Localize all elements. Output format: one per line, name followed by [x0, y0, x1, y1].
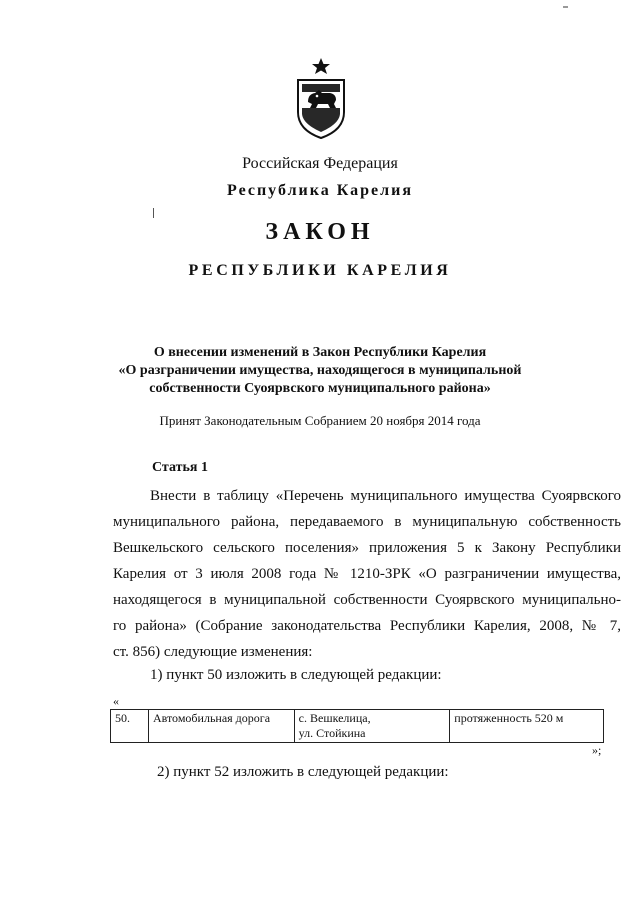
amendment-item-2: 2) пункт 52 изложить в следующей редакции: [157, 764, 449, 780]
body-line: го района» (Собрание законодательства Республики Карелия, 2008, № 7, [113, 618, 621, 634]
body-line: Вешкельского сельского поселения» приложения 5 к Закону Республики [113, 540, 621, 556]
amendment-item-1: 1) пункт 50 изложить в следующей редакции: [150, 667, 442, 683]
amendment-table [110, 709, 604, 743]
law-heading: ЗАКОН [265, 219, 375, 245]
law-title-line: О внесении изменений в Закон Республики Карелия [153, 345, 487, 360]
law-title [0, 344, 640, 398]
address-line: с. Вешкелица, [298, 711, 371, 725]
table-cell-number: 50. [111, 710, 149, 743]
body-line: муниципального района, передаваемого в муниципальную собственность [113, 514, 621, 530]
scan-mark [563, 6, 568, 8]
law-title-line: «О разграничении имущества, находящегося в муниципальной [118, 363, 522, 378]
adoption-note: Принят Законодательным Собранием 20 ноября 2014 года [159, 413, 481, 428]
address-line: ул. Стойкина [298, 726, 366, 740]
body-line: Внести в таблицу «Перечень муниципального имущества Суоярвского [150, 488, 621, 504]
body-line: Карелия от 3 июля 2008 года № 1210-ЗРК «О разграничении имущества, [113, 566, 621, 582]
law-subheading: РЕСПУБЛИКИ КАРЕЛИЯ [188, 262, 452, 279]
article-body [113, 483, 621, 665]
republic-line: Республика Карелия [227, 182, 413, 199]
table-cell-address [294, 710, 450, 743]
body-line: ст. 856) следующие изменения: [113, 644, 313, 660]
article-heading: Статья 1 [152, 460, 208, 475]
scan-mark [153, 208, 154, 218]
karelia-coat-of-arms-emblem [292, 56, 350, 140]
table-cell-length: протяженность 520 м [450, 710, 604, 743]
law-title-line: собственности Суоярвского муниципального района» [149, 381, 491, 396]
federation-line: Российская Федерация [242, 155, 398, 172]
table-cell-name: Автомобильная дорога [148, 710, 294, 743]
table-row [111, 710, 604, 743]
body-line: находящегося в муниципальной собственности Суоярвского муниципально- [113, 592, 621, 608]
quote-open: « [113, 694, 119, 708]
quote-close: »; [592, 743, 602, 757]
